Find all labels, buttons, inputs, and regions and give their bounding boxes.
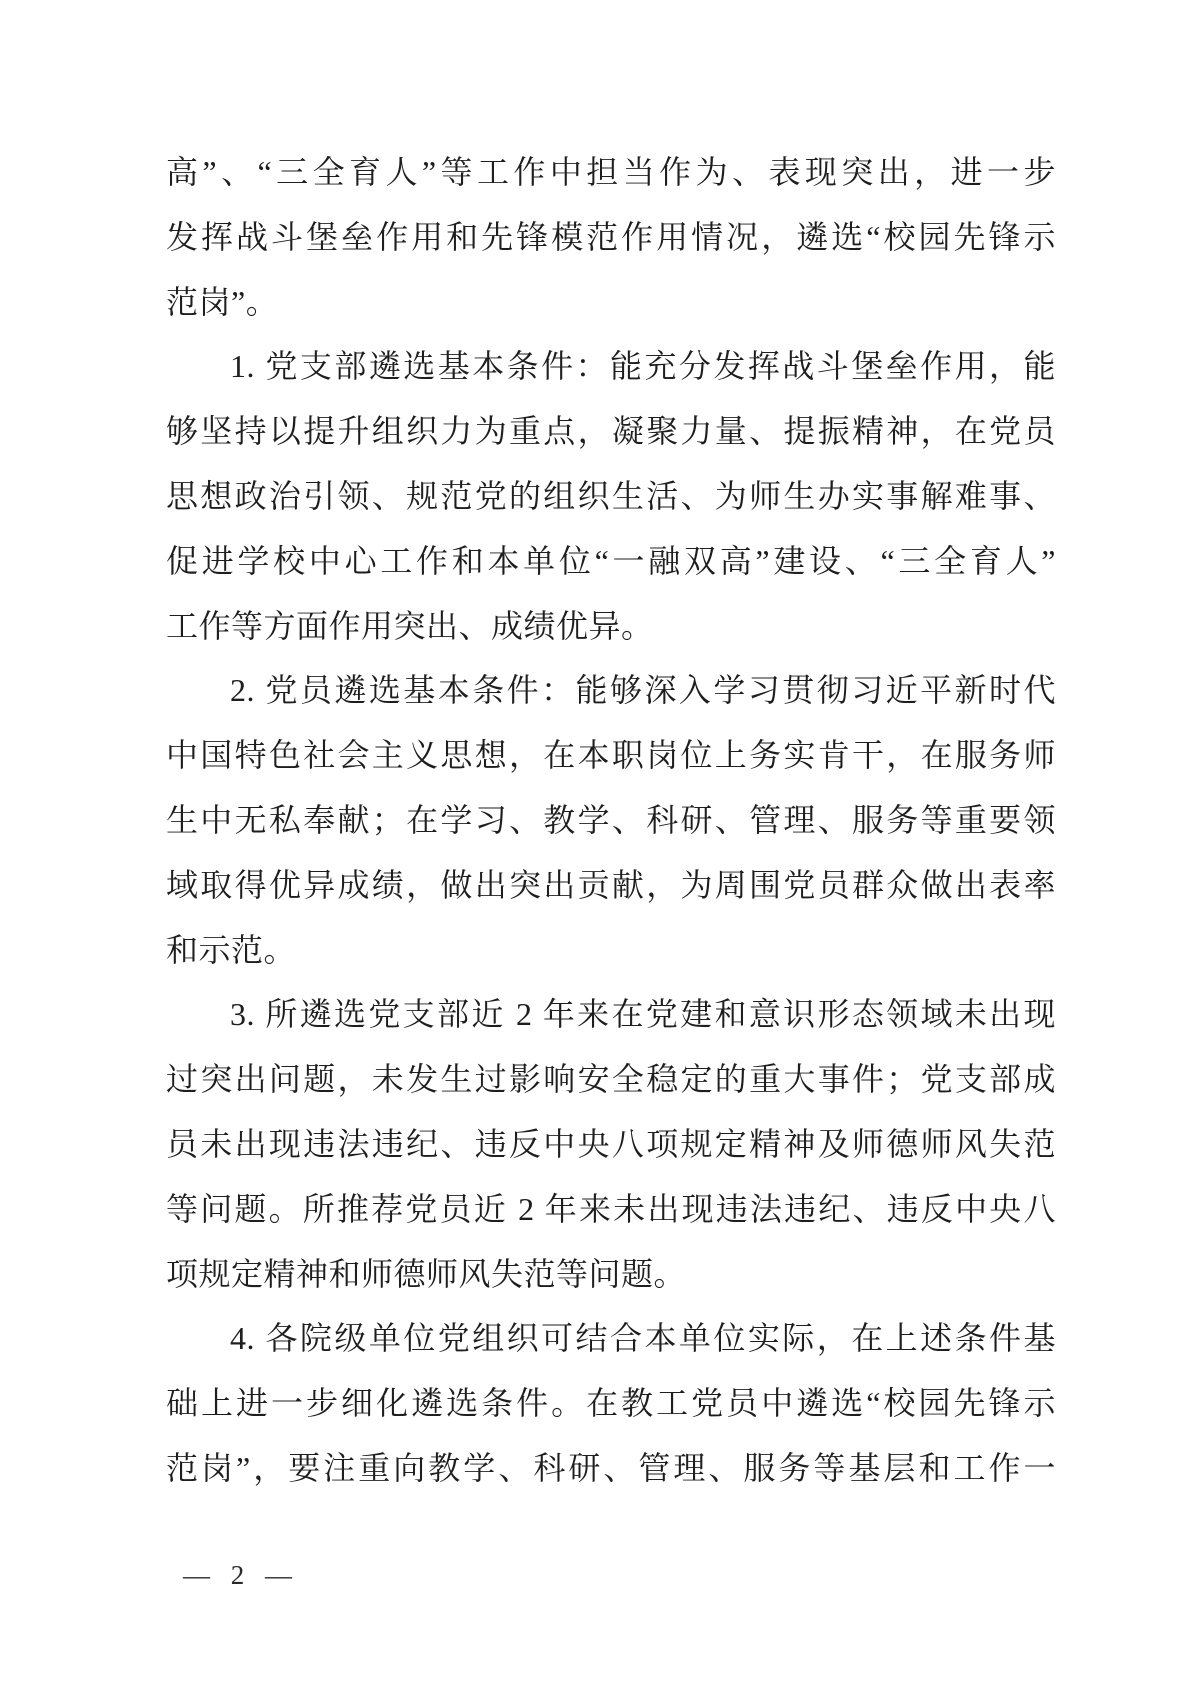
text-line: 生中无私奉献；在学习、教学、科研、管理、服务等重要领: [166, 801, 1056, 838]
text-line: 项规定精神和师德师风失范等问题。: [166, 1255, 687, 1292]
text-line: 够坚持以提升组织力为重点，凝聚力量、提振精神，在党员: [166, 413, 1056, 450]
text-line: 等问题。所推荐党员近 2 年来未出现违法违纪、违反中央八: [166, 1190, 1056, 1227]
text-line: 中国特色社会主义思想，在本职岗位上务实肯干，在服务师: [166, 737, 1056, 774]
text-line: 思想政治引领、规范党的组织生活、为师生办实事解难事、: [166, 477, 1056, 514]
text-line: 域取得优异成绩，做出突出贡献，为周围党员群众做出表率: [166, 866, 1056, 903]
text-line: 工作等方面作用突出、成绩优异。: [166, 607, 654, 644]
text-line: 员未出现违法违纪、违反中央八项规定精神及师德师风失范: [166, 1125, 1056, 1162]
text-line-item-4: 4. 各院级单位党组织可结合本单位实际，在上述条件基: [230, 1320, 1056, 1357]
text-line: 发挥战斗堡垒作用和先锋模范作用情况，遴选“校园先锋示: [166, 218, 1056, 255]
text-line-item-1: 1. 党支部遴选基本条件：能充分发挥战斗堡垒作用，能: [230, 348, 1056, 385]
text-line: 范岗”，要注重向教学、科研、管理、服务等基层和工作一: [166, 1449, 1056, 1486]
text-line: 促进学校中心工作和本单位“一融双高”建设、“三全育人”: [166, 542, 1056, 579]
page-number: — 2 —: [183, 1560, 299, 1590]
text-line-item-2: 2. 党员遴选基本条件：能够深入学习贯彻习近平新时代: [230, 672, 1056, 709]
text-line: 高”、“三全育人”等工作中担当作为、表现突出，进一步: [166, 154, 1056, 190]
text-line: 过突出问题，未发生过影响安全稳定的重大事件；党支部成: [166, 1061, 1056, 1098]
text-line: 范岗”。: [166, 283, 279, 320]
text-line: 和示范。: [166, 931, 297, 968]
text-line-item-3: 3. 所遴选党支部近 2 年来在党建和意识形态领域未出现: [230, 996, 1056, 1033]
text-line: 础上进一步细化遴选条件。在教工党员中遴选“校园先锋示: [166, 1385, 1056, 1422]
document-body-text: [166, 140, 1056, 1501]
